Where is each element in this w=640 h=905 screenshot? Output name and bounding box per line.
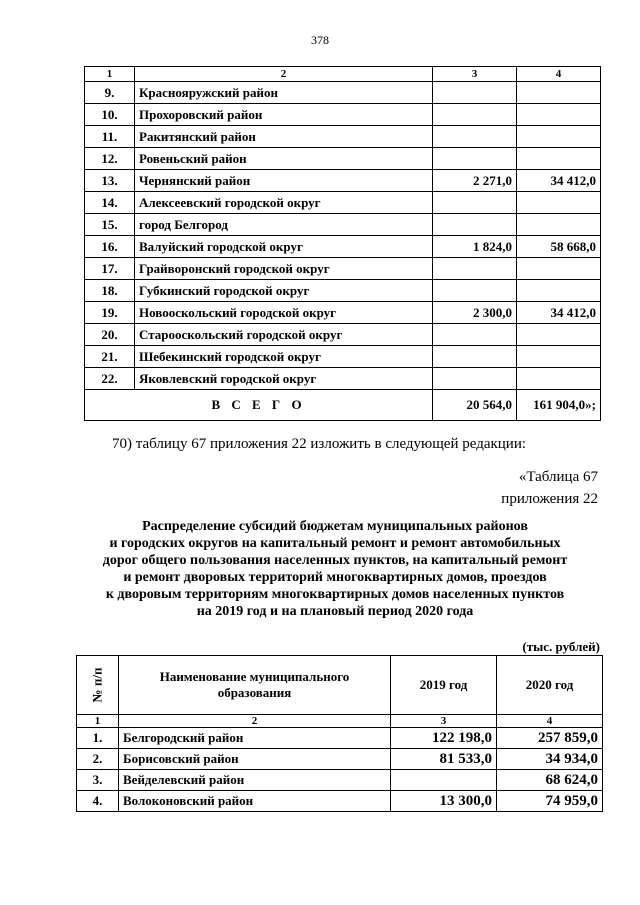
row-value-2020 (517, 192, 601, 214)
table-row (77, 791, 603, 812)
row-value-2019 (433, 214, 517, 236)
row-value-2019: 2 300,0 (433, 302, 517, 324)
total-2019: 20 564,0 (433, 390, 517, 421)
title-line: на 2019 год и на плановый период 2020 года (196, 604, 474, 619)
header-cell: 2 (135, 67, 433, 82)
row-value-2020: 68 624,0 (497, 770, 603, 791)
table1-total-row (85, 390, 601, 421)
table-row (77, 770, 603, 791)
row-municipality: Краснояружский район (135, 82, 433, 104)
row-number: 20. (85, 324, 135, 346)
row-municipality: Вейделевский район (119, 770, 391, 791)
row-number: 10. (85, 104, 135, 126)
row-value-2020 (517, 258, 601, 280)
row-number: 2. (77, 749, 119, 770)
row-value-2019 (433, 324, 517, 346)
row-municipality: Ракитянский район (135, 126, 433, 148)
row-municipality: Волоконовский район (119, 791, 391, 812)
index-cell: 2 (119, 715, 391, 728)
table-row (85, 104, 601, 126)
units-label: (тыс. рублей) (522, 639, 600, 654)
row-number: 3. (77, 770, 119, 791)
title-line: Распределение субсидий бюджетам муниципальных районов (142, 519, 528, 534)
row-value-2020: 34 412,0 (517, 170, 601, 192)
row-municipality: Белгородский район (119, 728, 391, 749)
row-municipality: Алексеевский городской округ (135, 192, 433, 214)
table-reference-line2: приложения 22 (501, 491, 598, 507)
index-cell: 3 (391, 715, 497, 728)
table2-index-row (77, 715, 603, 728)
title-line: дорог общего пользования населенных пунктов, на капитальный ремонт (102, 553, 568, 568)
row-value-2019: 81 533,0 (391, 749, 497, 770)
row-value-2019 (433, 258, 517, 280)
table-row (85, 214, 601, 236)
row-value-2020: 34 412,0 (517, 302, 601, 324)
amendment-instruction: 70) таблицу 67 приложения 22 изложить в следующей редакции: (112, 436, 527, 452)
header-cell: 4 (517, 67, 601, 82)
municipal-table-continued (84, 66, 601, 421)
row-value-2019: 13 300,0 (391, 791, 497, 812)
row-number: 12. (85, 148, 135, 170)
row-municipality: Борисовский район (119, 749, 391, 770)
row-number: 4. (77, 791, 119, 812)
row-value-2020 (517, 324, 601, 346)
row-number: 15. (85, 214, 135, 236)
row-value-2020 (517, 346, 601, 368)
header-cell: 3 (433, 67, 517, 82)
table-row (85, 324, 601, 346)
row-value-2019: 122 198,0 (391, 728, 497, 749)
header-2020: 2020 год (497, 656, 603, 715)
row-number: 21. (85, 346, 135, 368)
row-value-2019: 1 824,0 (433, 236, 517, 258)
row-number: 1. (77, 728, 119, 749)
table-row (85, 170, 601, 192)
row-value-2020 (517, 126, 601, 148)
table-row (85, 258, 601, 280)
row-value-2019 (433, 82, 517, 104)
row-number: 16. (85, 236, 135, 258)
row-value-2019 (433, 368, 517, 390)
row-municipality: Чернянский район (135, 170, 433, 192)
table-row (77, 728, 603, 749)
row-number: 17. (85, 258, 135, 280)
index-cell: 1 (77, 715, 119, 728)
row-value-2020 (517, 104, 601, 126)
row-value-2020: 74 959,0 (497, 791, 603, 812)
row-municipality: город Белгород (135, 214, 433, 236)
total-2020: 161 904,0»; (517, 390, 601, 421)
table-row (85, 302, 601, 324)
table-row (77, 749, 603, 770)
header-num-text: № п/п (89, 667, 105, 703)
row-value-2020: 257 859,0 (497, 728, 603, 749)
table1-header-row (85, 67, 601, 82)
header-2019: 2019 год (391, 656, 497, 715)
table-row (85, 236, 601, 258)
row-value-2019 (433, 126, 517, 148)
header-num (77, 656, 119, 715)
row-municipality: Яковлевский городской округ (135, 368, 433, 390)
page-number: 378 (311, 33, 329, 47)
table-row (85, 368, 601, 390)
row-value-2020 (517, 280, 601, 302)
row-value-2020 (517, 148, 601, 170)
row-municipality: Новооскольский городской округ (135, 302, 433, 324)
row-number: 14. (85, 192, 135, 214)
row-value-2019: 2 271,0 (433, 170, 517, 192)
row-municipality: Губкинский городской округ (135, 280, 433, 302)
table2-header-row (77, 656, 603, 715)
row-value-2019 (391, 770, 497, 791)
title-line: к дворовым территориям многоквартирных домов населенных пунктов (105, 587, 565, 602)
table-row (85, 192, 601, 214)
header-name: Наименование муниципального образования (119, 656, 391, 715)
row-value-2020 (517, 214, 601, 236)
row-municipality: Шебекинский городской округ (135, 346, 433, 368)
table-row (85, 346, 601, 368)
header-cell: 1 (85, 67, 135, 82)
row-value-2019 (433, 148, 517, 170)
row-value-2020: 34 934,0 (497, 749, 603, 770)
table-row (85, 280, 601, 302)
row-number: 22. (85, 368, 135, 390)
subsidy-distribution-table (76, 655, 603, 812)
table-reference-line1: «Таблица 67 (518, 469, 598, 485)
row-value-2019 (433, 280, 517, 302)
index-cell: 4 (497, 715, 603, 728)
row-municipality: Грайворонский городской округ (135, 258, 433, 280)
table-row (85, 126, 601, 148)
row-value-2020 (517, 82, 601, 104)
row-number: 9. (85, 82, 135, 104)
table-row (85, 82, 601, 104)
title-line: и ремонт дворовых территорий многоквартирных домов, проездов (123, 570, 547, 585)
row-number: 11. (85, 126, 135, 148)
row-municipality: Ровеньский район (135, 148, 433, 170)
row-municipality: Валуйский городской округ (135, 236, 433, 258)
table-title (70, 518, 600, 620)
table-row (85, 148, 601, 170)
row-number: 19. (85, 302, 135, 324)
row-value-2020: 58 668,0 (517, 236, 601, 258)
title-line: и городских округов на капитальный ремонт и ремонт автомобильных (109, 536, 561, 551)
row-value-2020 (517, 368, 601, 390)
row-number: 18. (85, 280, 135, 302)
total-label: В С Е Г О (85, 390, 433, 421)
row-value-2019 (433, 346, 517, 368)
row-value-2019 (433, 192, 517, 214)
row-number: 13. (85, 170, 135, 192)
row-value-2019 (433, 104, 517, 126)
row-municipality: Прохоровский район (135, 104, 433, 126)
row-municipality: Старооскольский городской округ (135, 324, 433, 346)
